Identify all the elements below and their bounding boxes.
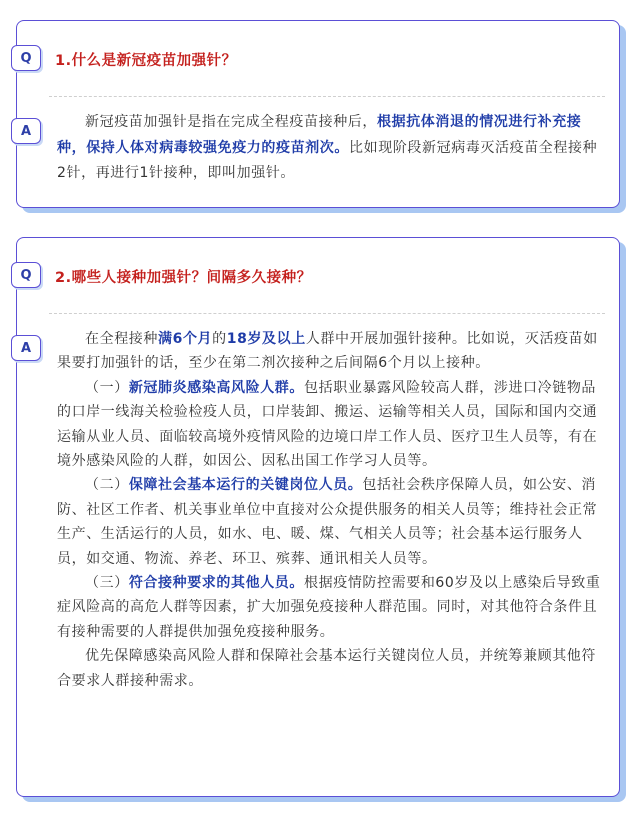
answer-text-part: 人群中开展加强针接种。比如说，灭活疫苗如果要打加强针的话，至少在第二剂次接种之后间隔6个月以上接种。: [57, 331, 598, 372]
divider: [49, 96, 605, 97]
divider: [49, 313, 605, 314]
qa-card-1: [16, 20, 620, 208]
qa-card-2: [16, 237, 620, 797]
answer-highlight: 保障社会基本运行的关键岗位人员。: [128, 477, 363, 494]
question-badge: Q: [11, 262, 41, 288]
answer-text-part: 优先保障感染高风险人群和保障社会基本运行关键岗位人员，并统筹兼顾其他符合要求人群接种需求。: [57, 648, 596, 689]
question-title: 2.哪些人接种加强针？间隔多久接种？: [55, 270, 312, 286]
answer-paragraph-1: [57, 327, 605, 376]
answer-paragraph-4: [57, 571, 605, 644]
answer-highlight: 满6个月: [158, 331, 213, 347]
answer-text-part: 在全程接种: [85, 331, 158, 347]
answer-highlight: 符合接种要求的其他人员。: [128, 575, 305, 592]
answer-text-part: 包括社会秩序保障人员，如公安、消防、社区工作者、机关事业单位中直接对公众提供服务的相关人员等；维持社会正常生产、生活运行的人员，如水、电、暖、煤、气相关人员等；社会基本运行服务人员，如交通、物流、养老、环卫、殡葬、通讯相关人员等。: [57, 477, 598, 567]
question-badge: Q: [11, 45, 41, 71]
answer-text-part: 新冠疫苗加强针是指在完成全程疫苗接种后，: [85, 114, 377, 130]
answer-text-part: 根据疫情防控需要和60岁及以上感染后导致重症风险高的高危人群等因素，扩大加强免疫接种人群范围。同时，对其他符合条件且有接种需要的人群提供加强免疫接种服务。: [57, 575, 601, 640]
answer-text-part: 的: [212, 331, 227, 347]
answer-text-part: （三）: [85, 575, 129, 592]
answer-highlight: 18岁及以上: [226, 331, 306, 347]
answer-badge: A: [11, 118, 41, 144]
answer-paragraph: [57, 110, 605, 187]
answer-text-part: 包括职业暴露风险较高人群，涉进口冷链物品的口岸一线海关检验检疫人员，口岸装卸、搬运、运输等相关人员，国际和国内交通运输从业人员、面临较高境外疫情风险的边境口岸工作人员、医疗卫生人员等，有在境外感染风险的人群，如因公、因私出国工作学习人员等。: [57, 379, 598, 470]
answer-highlight: 根据抗体消退的情况进行补充接种，保持人体对病毒较强免疫力的疫苗剂次。: [57, 114, 582, 156]
answer-text: [57, 110, 605, 187]
question-title: 1.什么是新冠疫苗加强针？: [55, 53, 237, 69]
answer-text: [57, 327, 605, 693]
answer-paragraph-2: [57, 376, 605, 474]
answer-paragraph-3: [57, 473, 605, 571]
answer-badge: A: [11, 335, 41, 361]
answer-text-part: （一）: [85, 379, 129, 396]
answer-paragraph-5: [57, 644, 605, 693]
answer-text-part: （二）: [85, 477, 129, 494]
answer-text-part: 比如现阶段新冠病毒灭活疫苗全程接种2针，再进行1针接种，即叫加强针。: [57, 139, 598, 181]
answer-highlight: 新冠肺炎感染高风险人群。: [128, 379, 305, 396]
